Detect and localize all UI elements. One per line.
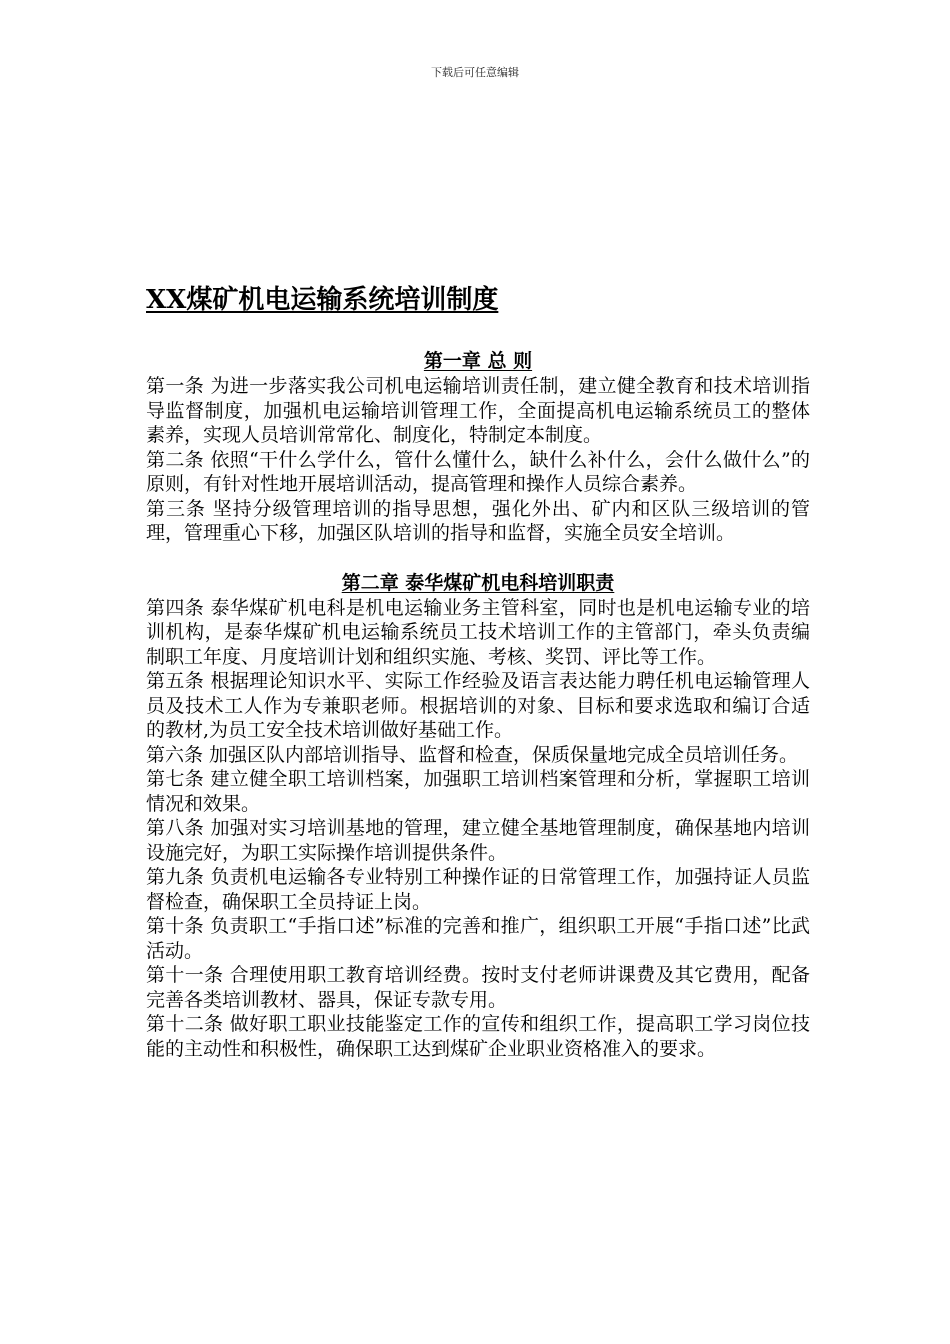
article-12: 第十二条 做好职工职业技能鉴定工作的宣传和组织工作，提高职工学习岗位技能的主动性和积极性，确保职工达到煤矿企业职业资格准入的要求。 [146, 1013, 810, 1060]
article-10: 第十条 负责职工“手指口述”标准的完善和推广，组织职工开展“手指口述”比武活动。 [146, 915, 810, 962]
chapter-2-title: 第二章 泰华煤矿机电科培训职责 [341, 571, 615, 594]
article-1: 第一条 为进一步落实我公司机电运输培训责任制，建立健全教育和技术培训指导监督制度，加强机电运输培训管理工作，全面提高机电运输系统员工的整体素养，实现人员培训常常化、制度化，特制定本制度。 [146, 375, 810, 446]
chapter-1 [146, 348, 810, 546]
article-3: 第三条 坚持分级管理培训的指导思想，强化外出、矿内和区队三级培训的管理，管理重心下移，加强区队培训的指导和监督，实施全员安全培训。 [146, 497, 810, 544]
article-11: 第十一条 合理使用职工教育培训经费。按时支付老师讲课费及其它费用，配备完善各类培训教材、器具，保证专款专用。 [146, 964, 810, 1011]
article-8: 第八条 加强对实习培训基地的管理，建立健全基地管理制度，确保基地内培训设施完好，为职工实际操作培训提供条件。 [146, 817, 810, 864]
article-6: 第六条 加强区队内部培训指导、监督和检查，保质保量地完成全员培训任务。 [146, 743, 799, 766]
article-2: 第二条 依照“干什么学什么，管什么懂什么，缺什么补什么，会什么做什么”的原则，有针对性地开展培训活动，提高管理和操作人员综合素养。 [146, 448, 810, 495]
chapter-2 [146, 570, 810, 1062]
chapter-1-title: 第一章 总 则 [423, 350, 533, 372]
article-5: 第五条 根据理论知识水平、实际工作经验及语言表达能力聘任机电运输管理人员及技术工人作为专兼职老师。根据培训的对象、目标和要求选取和编订合适的教材,为员工安全技术培训做好基础工作。 [146, 670, 810, 741]
document-title: XX煤矿机电运输系统培训制度 [146, 285, 499, 315]
article-9: 第九条 负责机电运输各专业特别工种操作证的日常管理工作，加强持证人员监督检查，确保职工全员持证上岗。 [146, 866, 810, 913]
page-header-note: 下载后可任意编辑 [431, 66, 519, 79]
article-7: 第七条 建立健全职工培训档案，加强职工培训档案管理和分析，掌握职工培训情况和效果。 [146, 768, 810, 815]
document-body [146, 348, 810, 1061]
article-4: 第四条 泰华煤矿机电科是机电运输业务主管科室，同时也是机电运输专业的培训机构，是泰华煤矿机电运输系统员工技术培训工作的主管部门，牵头负责编制职工年度、月度培训计划和组织实施、考核、奖罚、评比等工作。 [146, 596, 810, 668]
